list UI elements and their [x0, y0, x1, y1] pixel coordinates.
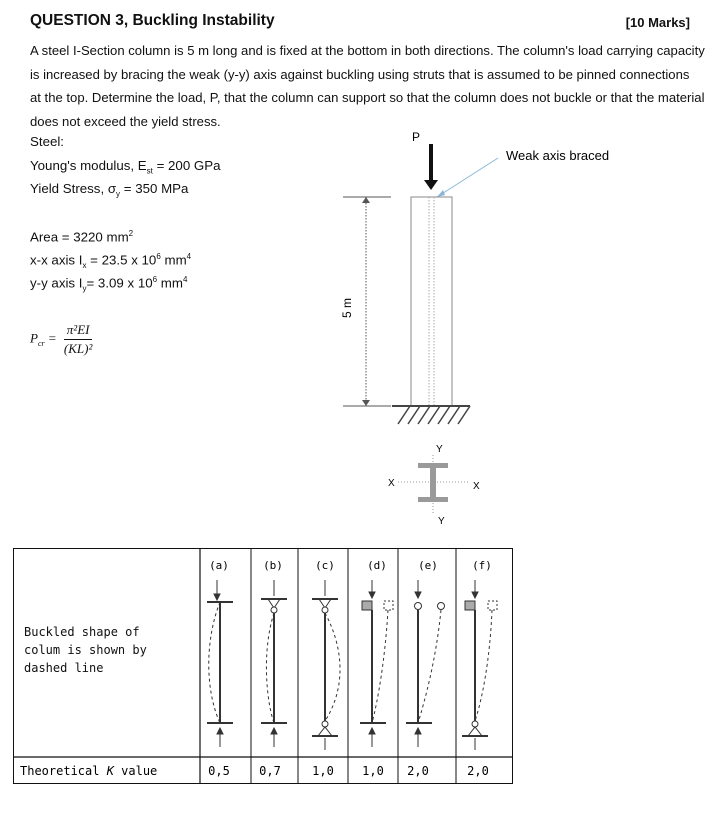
iyy-sub: y — [82, 284, 87, 294]
case-e-sketch-icon — [406, 580, 445, 747]
length-label: 5 m — [340, 297, 354, 318]
k-value-c: 1,0 — [312, 764, 334, 778]
col-header-c: (c) — [315, 559, 335, 572]
youngs-label: Young's modulus, E — [30, 158, 147, 173]
axis-x-left: X — [388, 478, 395, 489]
brace-arrow-icon — [437, 190, 445, 197]
formula-eq: = — [44, 330, 60, 346]
axis-y-top: Y — [436, 444, 443, 455]
case-a-sketch-icon — [207, 580, 233, 747]
k-value-table-grid — [0, 540, 720, 800]
yield-label: Yield Stress, σ — [30, 181, 117, 196]
brace-pointer — [437, 158, 498, 197]
yield-sub: y — [116, 189, 121, 199]
youngs-value: = 200 GPa — [152, 158, 221, 173]
k-value-a: 0,5 — [208, 764, 230, 778]
shape-caption-line-1: Buckled shape of — [24, 625, 140, 639]
ixx-value: = 23.5 x 10 — [86, 252, 157, 268]
col-header-d: (d) — [367, 559, 387, 572]
k-label-symbol: K — [106, 764, 114, 778]
k-label-suffix: value — [113, 764, 158, 778]
i-section-icon — [398, 455, 470, 515]
ixx-exp: 6 — [156, 252, 161, 261]
load-arrow-icon — [424, 144, 438, 190]
k-value-b: 0,7 — [259, 764, 281, 778]
case-c-sketch-icon — [312, 580, 340, 750]
k-label-prefix: Theoretical — [20, 764, 107, 778]
col-header-a: (a) — [209, 559, 229, 572]
column-body — [411, 197, 452, 406]
steel-heading: Steel: — [30, 134, 65, 149]
axis-y-bottom: Y — [438, 516, 445, 527]
problem-line-3: at the top. Determine the load, P, that the column can support so that the column does not buckle or that the material — [30, 90, 705, 106]
case-f-sketch-icon — [462, 580, 497, 750]
formula-lhs-sub: cr — [37, 339, 45, 349]
shape-caption-line-3: dashed line — [24, 661, 104, 675]
ixx-label: x-x axis I — [30, 252, 83, 268]
fixed-support-icon — [392, 406, 470, 424]
iyy-label: y-y axis I — [30, 275, 83, 291]
ixx-unit-sup: 4 — [186, 252, 192, 261]
shape-caption-line-2: colum is shown by — [24, 643, 147, 657]
axis-x-right: X — [473, 481, 480, 492]
problem-line-1: A steel I-Section column is 5 m long and is fixed at the bottom in both directions. The column's load carrying capacity — [30, 43, 705, 58]
question-marks: [10 Marks] — [625, 15, 690, 30]
problem-line-2: is increased by bracing the weak (y-y) axis against buckling using struts that is assumed to be pinned connections — [30, 66, 690, 82]
case-d-sketch-icon — [360, 580, 393, 747]
ixx-sub: x — [82, 261, 87, 271]
area-label: Area = 3220 mm — [30, 229, 129, 245]
formula-lhs: P — [30, 330, 38, 346]
formula-numerator: π²EI — [64, 322, 92, 340]
formula-denominator: (KL)² — [63, 341, 93, 356]
k-value-e: 2,0 — [407, 764, 429, 778]
case-b-sketch-icon — [261, 580, 287, 747]
k-value-label — [20, 764, 157, 778]
brace-label: Weak axis braced — [506, 148, 610, 163]
k-value-d: 1,0 — [362, 764, 384, 778]
youngs-sub: st — [146, 166, 153, 176]
col-header-b: (b) — [263, 559, 283, 572]
iyy-unit-sup: 4 — [182, 275, 188, 284]
iyy-unit: mm — [157, 275, 183, 291]
col-header-e: (e) — [418, 559, 438, 572]
ixx-unit: mm — [160, 252, 187, 268]
col-header-f: (f) — [472, 559, 492, 572]
load-label: P — [412, 130, 421, 144]
area-sup: 2 — [128, 229, 134, 238]
iyy-value: = 3.09 x 10 — [86, 275, 153, 291]
iyy-exp: 6 — [152, 275, 158, 284]
yield-value: = 350 MPa — [120, 181, 189, 196]
problem-line-4: does not exceed the yield stress. — [30, 113, 221, 129]
k-value-f: 2,0 — [467, 764, 489, 778]
question-title: QUESTION 3, Buckling Instability — [30, 12, 275, 29]
